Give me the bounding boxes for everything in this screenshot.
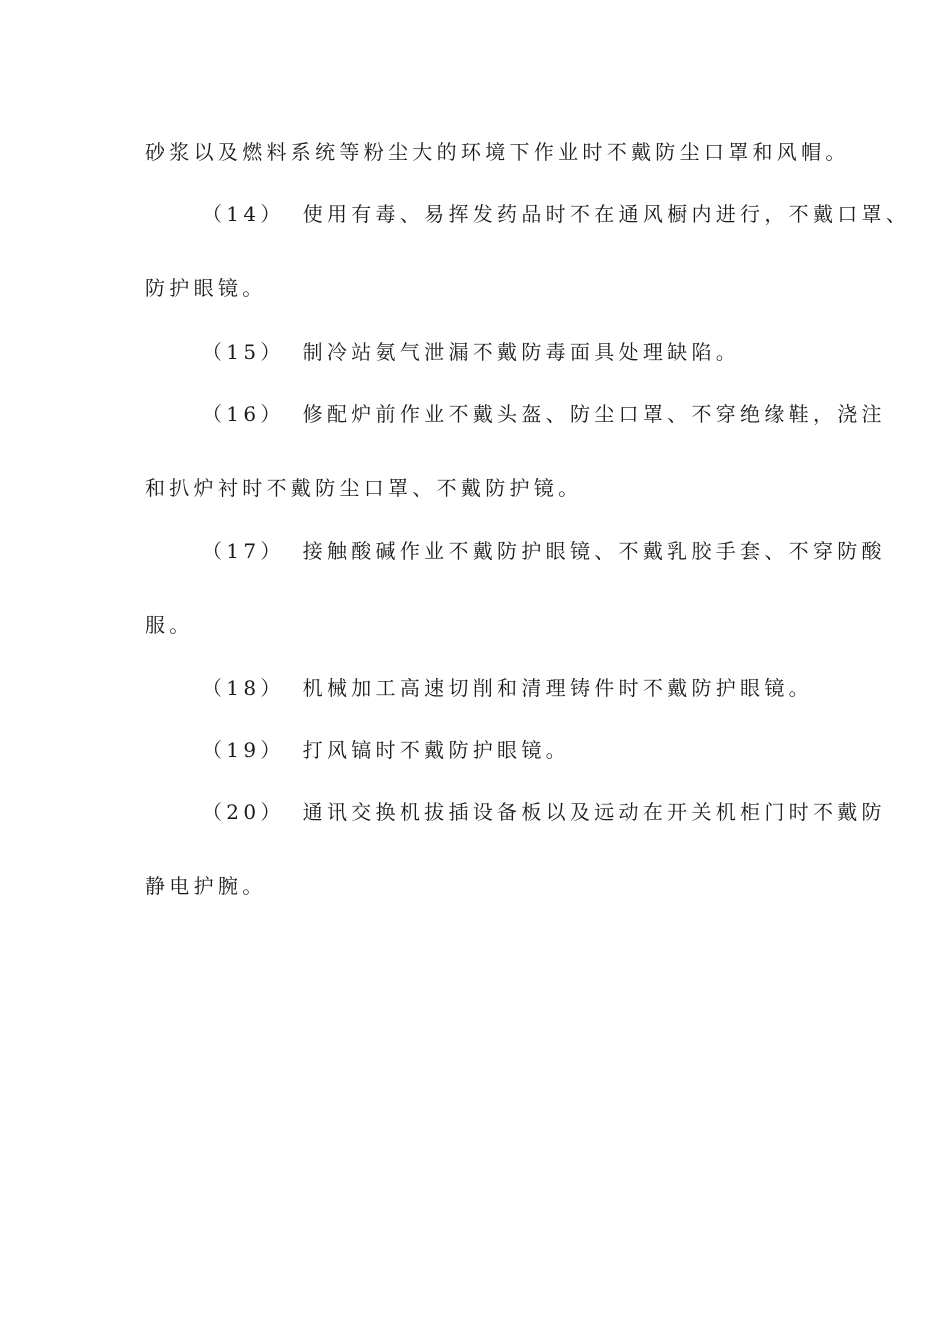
line-text: 砂浆以及燃料系统等粉尘大的环境下作业时不戴防尘口罩和风帽。 [145, 140, 850, 164]
item-number: （18） [202, 676, 285, 700]
text-line [145, 874, 267, 898]
list-item-19 [202, 738, 570, 762]
item-text: 接触酸碱作业不戴防护眼镜、不戴乳胶手套、不穿防酸 [302, 539, 886, 563]
line-text: 防护眼镜。 [145, 276, 267, 300]
item-number: （14） [202, 202, 285, 226]
list-item-20 [202, 800, 886, 824]
item-text: 机械加工高速切削和清理铸件时不戴防护眼镜。 [302, 676, 813, 700]
list-item-16 [202, 402, 886, 426]
item-text: 打风镐时不戴防护眼镜。 [302, 738, 570, 762]
item-text: 通讯交换机拔插设备板以及远动在开关机柜门时不戴防 [302, 800, 886, 824]
list-item-14 [202, 202, 910, 226]
text-line [145, 476, 582, 500]
text-line [145, 140, 850, 164]
text-line [145, 613, 194, 637]
item-number: （16） [202, 402, 285, 426]
item-text: 制冷站氨气泄漏不戴防毒面具处理缺陷。 [302, 340, 741, 364]
list-item-18 [202, 676, 813, 700]
text-line [145, 276, 267, 300]
line-text: 服。 [145, 613, 194, 637]
line-text: 和扒炉衬时不戴防尘口罩、不戴防护镜。 [145, 476, 583, 500]
item-text: 使用有毒、易挥发药品时不在通风橱内进行，不戴口罩、 [302, 202, 911, 226]
line-text: 静电护腕。 [145, 874, 267, 898]
item-number: （19） [202, 738, 285, 762]
item-number: （20） [202, 800, 285, 824]
list-item-15 [202, 340, 740, 364]
item-text: 修配炉前作业不戴头盔、防尘口罩、不穿绝缘鞋，浇注 [302, 402, 886, 426]
list-item-17 [202, 539, 886, 563]
item-number: （15） [202, 340, 285, 364]
item-number: （17） [202, 539, 285, 563]
